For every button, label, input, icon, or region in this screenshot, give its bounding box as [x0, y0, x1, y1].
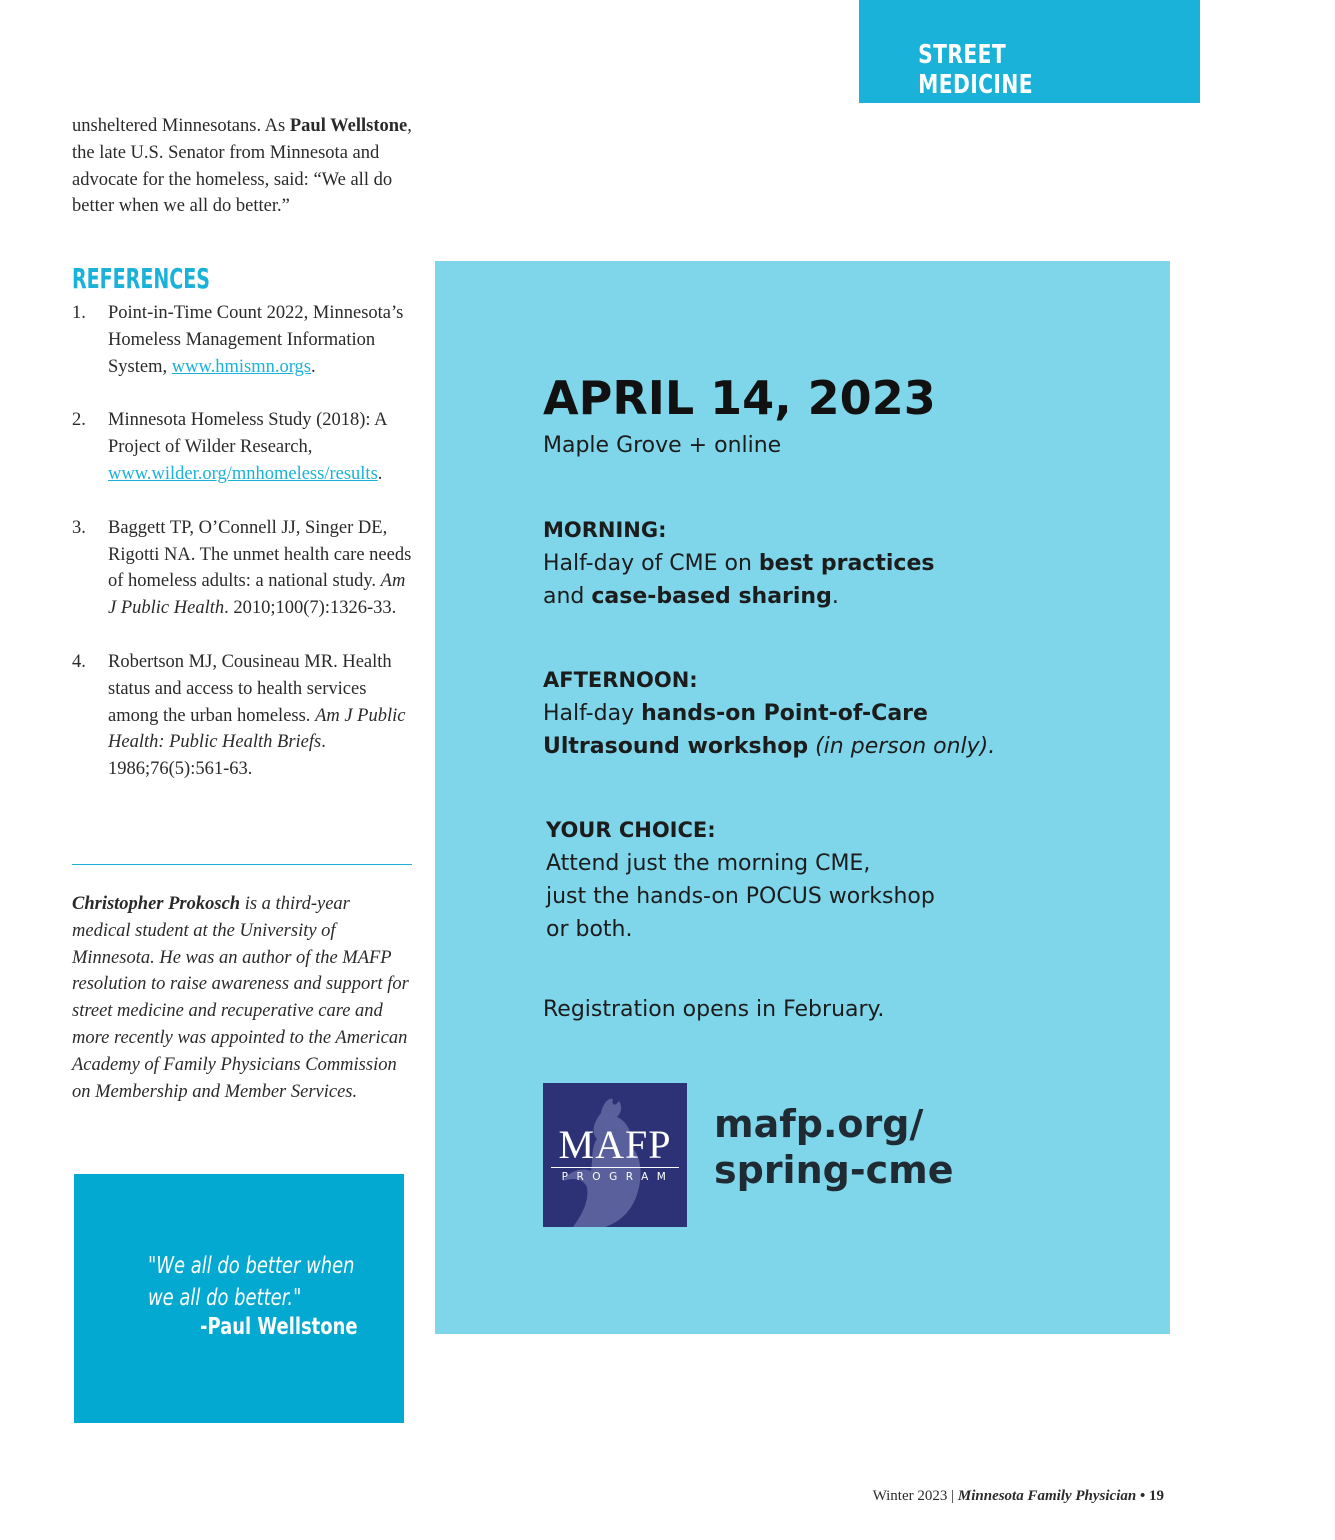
reference-item: [72, 300, 412, 380]
ad-choice-line: Attend just the morning CME,: [546, 851, 871, 876]
footer-magazine: Minnesota Family Physician: [957, 1488, 1137, 1504]
reference-text: Baggett TP, O’Connell JJ, Singer DE, Rigotti NA. The unmet health care needs of homeless adults: a national study.: [108, 517, 412, 592]
ad-text: and: [543, 584, 592, 609]
ad-bold-text: case-based sharing: [591, 584, 832, 609]
footer-bullet: •: [1139, 1488, 1146, 1504]
section-label: STREET MEDICINE: [918, 40, 1033, 100]
ad-text: Half-day of CME on: [543, 551, 759, 576]
pull-quote-attribution: -Paul Wellstone: [200, 1314, 358, 1340]
reference-journal: Am J Public Health: [108, 571, 406, 619]
ad-morning-block: [543, 514, 1013, 613]
ad-url-line: mafp.org/: [714, 1102, 924, 1146]
reference-punct: .: [311, 356, 316, 377]
ad-afternoon-block: [543, 664, 1013, 763]
ad-registration-note: Registration opens in February.: [543, 997, 885, 1022]
ad-bold-text: best practices: [758, 551, 935, 576]
ad-afternoon-text: [543, 697, 1013, 763]
ad-morning-text: [543, 547, 1013, 613]
reference-punct: .: [377, 463, 383, 484]
section-divider: [72, 864, 412, 865]
footer-season: Winter 2023: [872, 1488, 948, 1504]
logo-divider: [551, 1167, 679, 1168]
ad-url-line: spring-cme: [714, 1148, 954, 1192]
reference-number: 1.: [72, 303, 86, 323]
intro-name: Paul Wellstone: [289, 116, 408, 136]
ad-date: APRIL 14, 2023: [543, 371, 936, 425]
references-list: [72, 300, 412, 810]
logo-main-text: MAFP: [558, 1122, 672, 1167]
footer-separator: |: [951, 1488, 955, 1504]
ad-afternoon-heading: AFTERNOON:: [543, 668, 698, 692]
ad-vertical-title: SPRING CME: [1139, 266, 1335, 1338]
reference-journal: Am J Public Health: Public Health Briefs: [108, 705, 406, 753]
ad-choice-line: or both.: [546, 917, 633, 942]
ad-italic-text: (in person only).: [808, 734, 996, 759]
page-footer: [873, 1488, 1164, 1505]
reference-citation: . 1986;76(5):561-63.: [108, 732, 326, 780]
ad-url[interactable]: [714, 1101, 954, 1193]
pull-quote-line: we all do better.": [148, 1285, 302, 1311]
author-name: Christopher Prokosch: [72, 894, 241, 914]
intro-paragraph: [72, 113, 412, 220]
pull-quote-box: [74, 1174, 404, 1423]
ad-choice-heading: YOUR CHOICE:: [546, 818, 716, 842]
mafp-program-logo: [543, 1083, 687, 1227]
reference-text: Point-in-Time Count 2022, Minnesota’s Homeless Management Information System,: [108, 303, 404, 377]
reference-link[interactable]: www.hmismn.orgs: [171, 356, 312, 377]
reference-number: 3.: [72, 517, 86, 538]
ad-morning-heading: MORNING:: [543, 518, 667, 542]
reference-item: [72, 515, 412, 622]
author-bio-text: is a third-year medical student at the University of Minnesota. He was an author of the MAFP resolution to raise awareness and support for street medicine and recuperative care and more recently was appointed to the American Academy of Family Physicians Commission on Membership and Member Services.: [72, 894, 409, 1102]
reference-text: Minnesota Homeless Study (2018): A Project of Wilder Research,: [108, 410, 387, 458]
pull-quote-line: "We all do better when: [148, 1253, 355, 1279]
references-heading: REFERENCES: [72, 262, 210, 295]
reference-text: Robertson MJ, Cousineau MR. Health status and access to health services among the urban homeless.: [108, 651, 392, 726]
reference-citation: . 2010;100(7):1326-33.: [224, 598, 397, 619]
spring-cme-ad: [435, 261, 1335, 1338]
intro-text-2: , the late U.S. Senator from Minnesota and advocate for the homeless, said: “We all do better when we all do better.”: [72, 116, 412, 217]
section-tab: [859, 0, 1200, 103]
author-bio: [72, 891, 412, 1105]
ad-bold-text: hands-on Point-of-Care Ultrasound workshop: [543, 701, 928, 759]
ad-text: Half-day: [543, 701, 642, 726]
logo-sub-text: PROGRAM: [561, 1171, 675, 1183]
reference-link[interactable]: www.wilder.org/mnhomeless/results: [108, 463, 378, 484]
reference-number: 2.: [72, 410, 86, 431]
intro-text: unsheltered Minnesotans. As: [72, 116, 290, 136]
ad-text: .: [831, 584, 839, 609]
reference-item: [72, 407, 412, 487]
page-number: 19: [1149, 1488, 1164, 1504]
ad-location: Maple Grove + online: [543, 433, 782, 458]
pull-quote-text: [148, 1250, 355, 1314]
ad-choice-line: just the hands-on POCUS workshop: [546, 884, 935, 909]
reference-item: [72, 649, 412, 783]
ad-choice-block: [546, 814, 1016, 946]
reference-number: 4.: [72, 651, 86, 672]
